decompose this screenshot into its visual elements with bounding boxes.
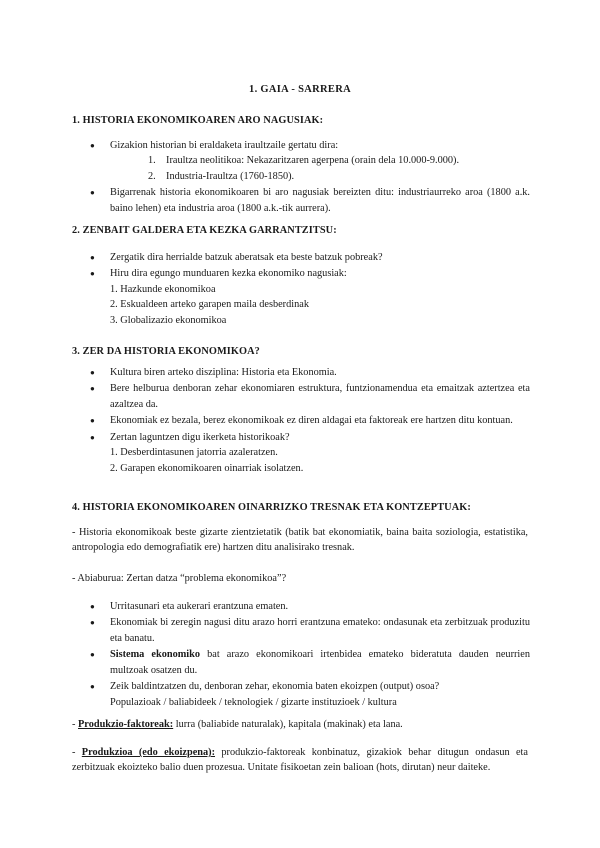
section-4-list [90, 599, 530, 711]
s3-bullet-4-text: Zertan laguntzen digu ikerketa historikoak? [110, 431, 290, 443]
section-3-list [90, 365, 530, 477]
s4-bullet-4-text: Zeik baldintzatzen du, denboran zehar, ekonomia baten ekoizpen (output) osoa? [110, 681, 440, 693]
list-number: 1. [148, 155, 156, 167]
section-2-heading: 2. ZENBAIT GALDERA ETA KEZKA GARRANTZITSU: [72, 225, 337, 236]
list-item [90, 266, 530, 328]
list-item [90, 615, 530, 646]
term-label: Produkzioa (edo ekoizpena): [81, 747, 216, 758]
list-item [90, 679, 530, 710]
term-label: Produkzio-faktoreak: [78, 719, 174, 730]
s4-bullet-3-bold: Sistema ekonomiko [110, 649, 201, 661]
list-item [90, 599, 530, 614]
s2-bullet-2-text: Hiru dira egungo munduaren kezka ekonomiko nagusiak: [110, 268, 347, 280]
s3-bullet-3-text: Ekonomiak ez bezala, berez ekonomikoak ez diren aldagai eta faktoreak ere hartzen ditu kontuan. [110, 415, 513, 427]
list-item [90, 647, 530, 678]
dash: - [72, 747, 82, 758]
term-definition: produkzio-faktoreak konbinatuz, gizakiok behar ditugun ondasun eta zerbitzuak ekoizteko balio duen prozesua. Unitate fisikoetan zein balioan (hots, dirutan) neur daiteke. [72, 747, 528, 774]
s1-numbered-list [110, 153, 530, 184]
s1-bullet-1-text: Gizakion historian bi eraldaketa iraultzaile gertatu dira: [110, 140, 339, 151]
list-item [90, 365, 530, 380]
list-item: 1. Desberdintasunen jatorria azaleratzen. [110, 447, 278, 459]
s4-paragraph-1: - Historia ekonomikoak beste gizarte zientzietatik (batik bat ekonomiatik, baina baita soziologia, estatistika, antropologia edo demografiatik ere) hartzen ditu analisirako tresnak. [72, 527, 528, 554]
list-item [90, 413, 530, 428]
s4-bullet-2-text: Ekonomiak bi zeregin nagusi ditu arazo horri erantzuna emateko: ondasunak eta zerbitzuak produzitu eta banatu. [110, 617, 530, 644]
s2-sub-list [110, 282, 530, 328]
section-1-list [90, 138, 530, 217]
list-item [90, 250, 530, 265]
s3-bullet-2-text: Bere helburua denboran zehar ekonomiaren estruktura, funtzionamendua eta emaitzak aztertzea eta azaltzea da. [110, 383, 530, 410]
list-item: 2. Eskualdeen arteko garapen maila desberdinak [110, 299, 309, 311]
section-3-heading: 3. ZER DA HISTORIA EKONOMIKOA? [72, 346, 260, 357]
s3-sub-list [110, 445, 530, 476]
s1-bullet-2-text: Bigarrenak historia ekonomikoaren bi aro nagusiak bereizten ditu: industriaurreko aroa (1800 a.k. baino lehen) eta industria aroa (1800 a.k.-tik aurrera). [110, 187, 530, 214]
s4-bullet-1-text: Urritasunari eta aukerari erantzuna ematen. [110, 601, 289, 612]
s4-paragraph-2: - Abiaburua: Zertan datza “problema ekonomikoa”? [72, 573, 287, 584]
list-item: 3. Globalizazio ekonomikoa [110, 314, 227, 326]
list-item [90, 138, 530, 184]
list-text: Industria-Iraultza (1760-1850). [166, 170, 295, 182]
list-number: 2. [148, 170, 156, 182]
section-2-list [90, 250, 530, 329]
s4-bullet-4-sub: Populazioak / baliabideek / teknologiek / gizarte instituzioek / kultura [110, 696, 397, 708]
list-item: 1. Hazkunde ekonomikoa [110, 283, 216, 295]
list-item [130, 169, 530, 184]
s4-paragraph-3 [72, 717, 528, 732]
list-item: 2. Garapen ekonomikoaren oinarriak isolatzen. [110, 462, 304, 474]
section-1-heading: 1. HISTORIA EKONOMIKOAREN ARO NAGUSIAK: [72, 115, 324, 126]
page-title: 1. GAIA - SARRERA [249, 84, 351, 95]
list-text: Iraultza neolitikoa: Nekazaritzaren agerpena (orain dela 10.000-9.000). [166, 155, 460, 167]
list-item [130, 153, 530, 168]
list-item [90, 430, 530, 476]
list-item [90, 381, 530, 412]
dash: - [72, 719, 79, 730]
s4-bullet-3-text: bat arazo ekonomikoari irtenbidea emateko bideratuta dauden neurrien multzoak osatzen du. [110, 649, 531, 676]
term-definition: lurra (baliabide naturalak), kapitala (makinak) eta lana. [173, 719, 403, 730]
s3-bullet-1-text: Kultura biren arteko disziplina: Historia eta Ekonomia. [110, 367, 337, 378]
section-4-heading: 4. HISTORIA EKONOMIKOAREN OINARRIZKO TRESNAK ETA KONTZEPTUAK: [72, 502, 471, 513]
list-item [90, 185, 530, 216]
s2-bullet-1-text: Zergatik dira herrialde batzuk aberatsak eta beste batzuk pobreak? [110, 252, 383, 263]
s4-paragraph-4 [72, 745, 528, 776]
